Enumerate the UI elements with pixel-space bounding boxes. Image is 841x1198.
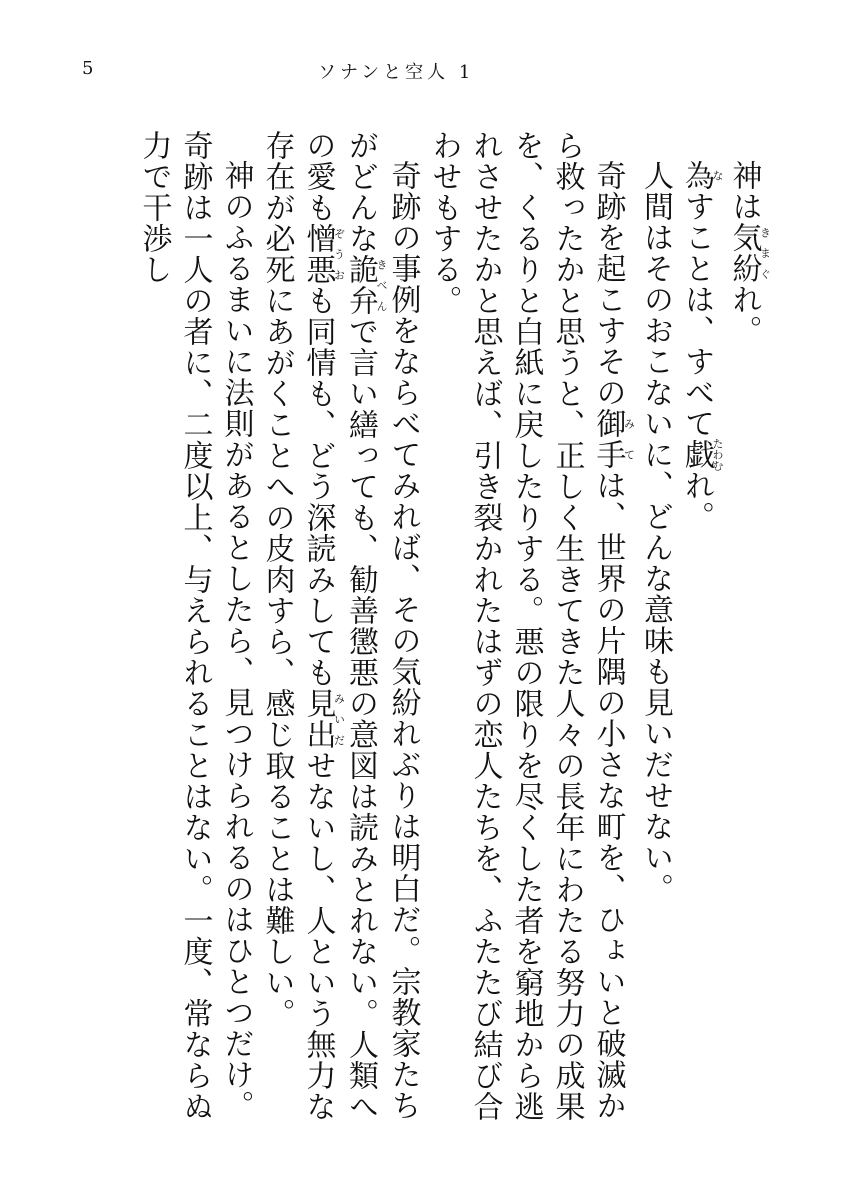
ruby-base: 御手: [590, 408, 626, 470]
ruby-base: 見出: [300, 688, 336, 750]
paragraph-3: 人間はそのおこないに、どんな意味も見いだせない。: [638, 160, 673, 904]
ruby-base: 為: [679, 160, 714, 191]
ruby-reading: みて: [622, 408, 636, 470]
ruby-base: 戯: [679, 438, 714, 471]
body-text: [134, 130, 772, 1140]
ruby-base: 憎悪: [300, 223, 336, 285]
ruby-annotation: [679, 160, 724, 191]
ruby-annotation: [726, 222, 772, 284]
paragraph-4: [424, 130, 636, 1140]
ruby-annotation: [590, 408, 636, 470]
ruby-reading: きまぐ: [758, 222, 772, 284]
text-run: すことは、すべて: [679, 191, 714, 439]
ruby-reading: きべん: [375, 254, 388, 316]
text-run: は、世界の片隅の小さな町を、ひょいと破滅から救ったかと思うと、正しく生きてきた人々の長年にわたる努力の成果を、くるりと白紙に戻したりする。悪の限りを尽くした者を窮地から逃れさせたかと思えば、引き裂かれたはずの恋人たちを、ふたたび結び合わせもする。: [426, 130, 626, 1122]
running-title: ソナンと空人 1: [318, 62, 475, 83]
text-run: 神は: [726, 160, 762, 222]
page-number: 5: [82, 58, 94, 79]
text-run: 奇跡を起こすその: [590, 160, 626, 408]
text-run: せないし、人という無力な存在が必死にあがくことへの皮肉すら、感じ取ることは難しい。: [259, 130, 336, 1122]
ruby-reading: ぞうお: [332, 223, 346, 285]
text-run: 奇跡の事例をならべてみれば、その気紛れぶりは明白だ。宗教家たちがどんな: [343, 130, 421, 1121]
ruby-annotation: [300, 223, 346, 285]
paragraph-2: [676, 130, 724, 1140]
ruby-reading: な: [711, 160, 724, 191]
text-run: れ。: [726, 284, 762, 346]
ruby-reading: みいだ: [332, 688, 346, 750]
text-run: も同情も、どう深読みしても: [300, 285, 336, 688]
ruby-base: 詭弁: [343, 254, 378, 316]
ruby-annotation: [343, 254, 388, 316]
paragraph-6: 神のふるまいに法則があるとしたら、見つけられるのはひとつだけ。: [218, 160, 254, 1121]
ruby-annotation: [300, 688, 346, 750]
text-run: れ。: [679, 470, 714, 532]
paragraph-1: [724, 130, 772, 1140]
ruby-annotation: [679, 438, 724, 471]
ruby-base: 気紛: [726, 222, 762, 284]
paragraph-5: [257, 130, 424, 1140]
text-run: で言い繕っても、勧善懲悪の意図は読みとれない。人類への愛も: [300, 130, 378, 1122]
paragraph-7: 奇跡は一人の者に、二度以上、与えられることはない。一度、常ならぬ力で干渉し: [136, 130, 213, 1122]
ruby-reading: たわむ: [711, 438, 724, 471]
